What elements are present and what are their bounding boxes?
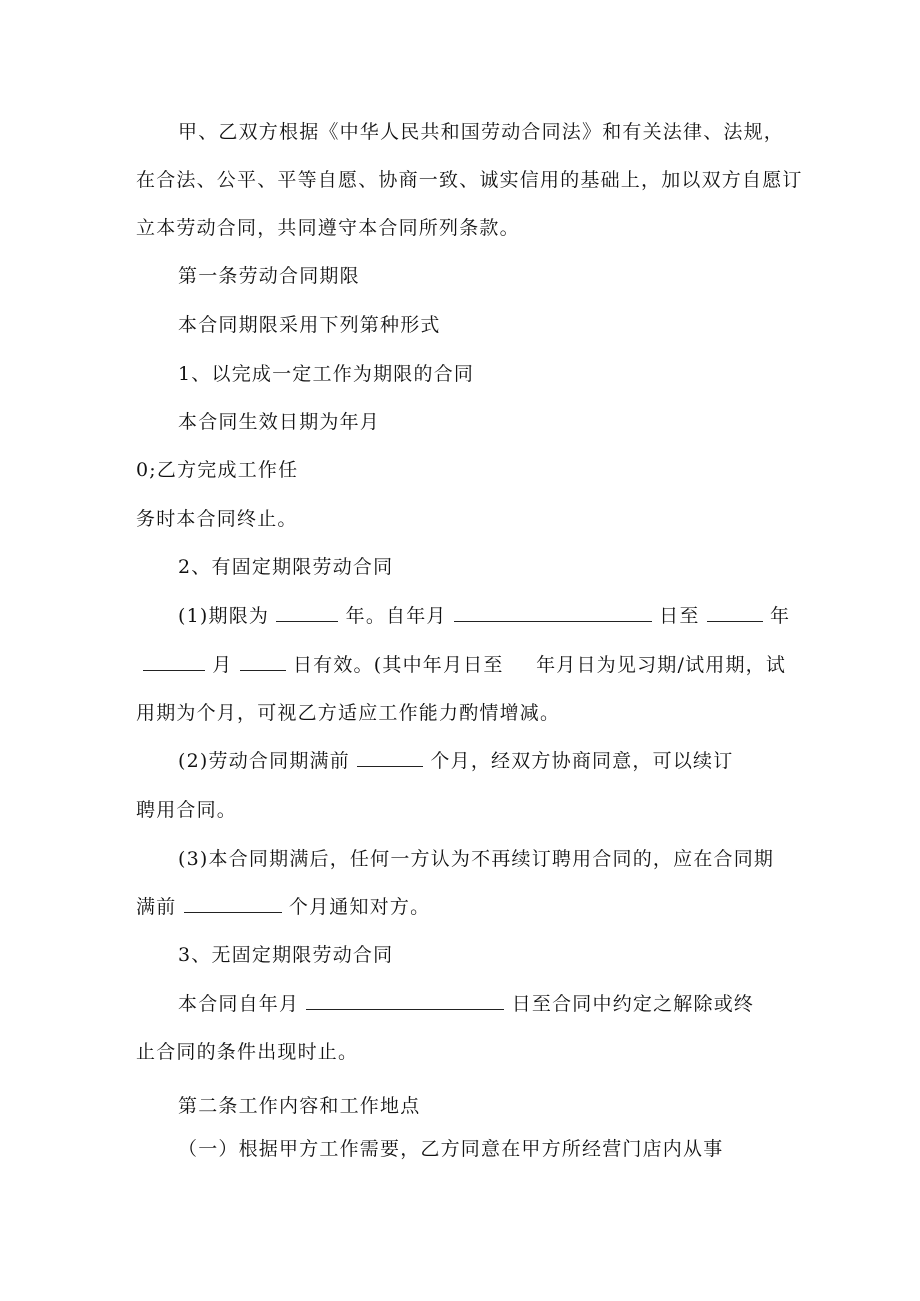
blank-end-month xyxy=(143,654,205,671)
fixed-term-line-5: 聘用合同。 xyxy=(136,799,238,821)
fixed-term-line-1 xyxy=(178,604,790,628)
effective-date-line: 本合同生效日期为年月 xyxy=(178,411,381,433)
article-2-line-1: （一）根据甲方工作需要，乙方同意在甲方所经营门店内从事 xyxy=(178,1138,724,1160)
preamble-line-3: 立本劳动合同，共同遵守本合同所列条款。 xyxy=(136,217,520,239)
open-term-line-1 xyxy=(178,992,754,1016)
open-term-until-label: 日至合同中约定之解除或终 xyxy=(511,993,755,1015)
fixed-term-from-label: 年。自年月 xyxy=(345,605,447,627)
renewal-label: (2)劳动合同期满前 xyxy=(178,750,350,772)
open-term-from-label: 本合同自年月 xyxy=(178,993,300,1015)
blank-start-date xyxy=(454,605,652,622)
blank-open-start-date xyxy=(306,993,504,1010)
article-2-heading: 第二条工作内容和工作地点 xyxy=(178,1095,421,1117)
fixed-term-line-7 xyxy=(136,895,430,919)
blank-end-day xyxy=(240,654,286,671)
blank-renewal-months xyxy=(357,750,423,767)
fixed-term-period-label: (1)期限为 xyxy=(178,605,270,627)
task-complete-line-2: 务时本合同终止。 xyxy=(136,508,298,530)
task-complete-line-1: 0;乙方完成工作任 xyxy=(136,459,299,481)
fixed-term-month-label: 月 xyxy=(212,654,233,676)
open-term-line-2: 止合同的条件出现时止。 xyxy=(136,1041,359,1063)
fixed-term-year-label: 年 xyxy=(770,605,791,627)
term-form-line: 本合同期限采用下列第种形式 xyxy=(178,314,441,336)
renewal-consent-label: 个月，经双方协商同意，可以续订 xyxy=(430,750,734,772)
fixed-term-line-2 xyxy=(143,653,786,677)
fixed-term-heading: 2、有固定期限劳动合同 xyxy=(178,556,394,578)
task-term-heading: 1、以完成一定工作为期限的合同 xyxy=(178,363,475,385)
fixed-term-to-label: 日至 xyxy=(659,605,700,627)
fixed-term-valid-label: 日有效。(其中年月日至 xyxy=(292,654,504,676)
notice-tail-label: 个月通知对方。 xyxy=(288,896,431,918)
article-1-heading: 第一条劳动合同期限 xyxy=(178,265,360,287)
open-term-heading: 3、无固定期限劳动合同 xyxy=(178,944,394,966)
blank-years xyxy=(276,605,338,622)
probation-label: 年月日为见习期/试用期，试 xyxy=(536,654,787,676)
notice-label: 满前 xyxy=(136,896,177,918)
fixed-term-line-3: 用期为个月，可视乙方适应工作能力酌情增减。 xyxy=(136,702,561,724)
fixed-term-line-6: (3)本合同期满后，任何一方认为不再续订聘用合同的，应在合同期 xyxy=(178,848,775,870)
preamble-line-2: 在合法、公平、平等自愿、协商一致、诚实信用的基础上，加以双方自愿订 xyxy=(136,169,803,191)
blank-notice-months xyxy=(184,896,282,913)
fixed-term-line-4 xyxy=(178,749,733,773)
preamble-line-1: 甲、乙双方根据《中华人民共和国劳动合同法》和有关法律、法规， xyxy=(178,121,785,143)
blank-end-year xyxy=(707,605,763,622)
